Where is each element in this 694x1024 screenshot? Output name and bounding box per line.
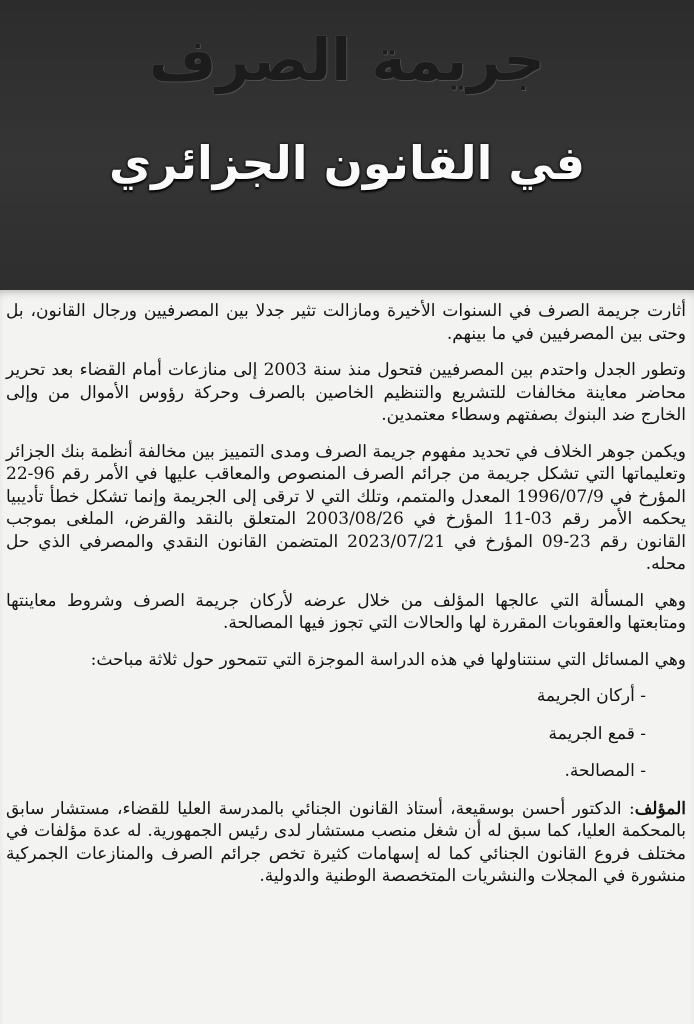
author-bio [6,798,686,888]
paragraph-dispute: وتطور الجدل واحتدم بين المصرفيين فتحول منذ سنة 2003 إلى منازعات أمام القضاء بعد تحرير محاضر معاينة مخالفات للتشريع والتنظيم الخاصين بالصرف وحركة رؤوس الأموال من وإلى الخارج ضد البنوك بصفتهم وسطاء معتمدين. [6,360,687,425]
author-label: المؤلف [634,798,686,819]
book-title: جريمة الصرف [148,26,546,94]
list-item: - أركان الجريمة [6,685,646,708]
paragraph-author-approach: وهي المسألة التي عالجها المؤلف من خلال عرضه لأركان جريمة الصرف وشروط معاينتها ومتابعتها والعقوبات المقررة لها والحالات التي تجوز فيها المصالحة. [6,590,686,633]
paragraph-intro: أثارت جريمة الصرف في السنوات الأخيرة ومازالت تثير جدلا بين المصرفيين ورجال القانون، بل وحتى بين المصرفيين في ما بينهم. [6,301,686,344]
cover-band [0,0,694,290]
paragraph-core-issue: ويكمن جوهر الخلاف في تحديد مفهوم جريمة الصرف ومدى التمييز بين مخالفة أنظمة بنك الجزائر وتعليماتها التي تشكل جريمة من جرائم الصرف المنصوص والمعاقب عليها في الأمر رقم 96-22 المؤرخ في 1996/07/9 المعدل والمتمم، وتلك التي لا ترقى إلى الجريمة وإنما تشكل خطأ تأديبيا يحكمه الأمر رقم 03-11 المؤرخ في 2003/08/26 المتعلق بالنقد والقرض، الملغى بموجب القانون رقم 23-09 المؤرخ في 2023/07/21 المتضمن القانون النقدي والمصرفي الذي حل محله. [6,441,686,574]
list-item: - المصالحة. [6,760,646,783]
book-subtitle: في القانون الجزائري [108,136,586,190]
chapters-list [6,685,686,783]
paragraph-outline: وهي المسائل التي سنتناولها في هذه الدراسة الموجزة التي تتمحور حول ثلاثة مباحث: [90,649,686,670]
back-cover-text [6,300,686,902]
list-item: - قمع الجريمة [6,723,646,746]
author-text: : الدكتور أحسن بوسقيعة، أستاذ القانون الجنائي بالمدرسة العليا للقضاء، مستشار سابق بالمحكمة العليا، كما سبق له أن شغل منصب مستشار لدى رئيس الجمهورية. له عدة مؤلفات في مختلف فروع القانون الجنائي كما له إسهامات كثيرة تخص جرائم الصرف والمنازعات الجمركية منشورة في المجلات والنشريات المتخصصة الوطنية والدولية. [6,798,686,886]
